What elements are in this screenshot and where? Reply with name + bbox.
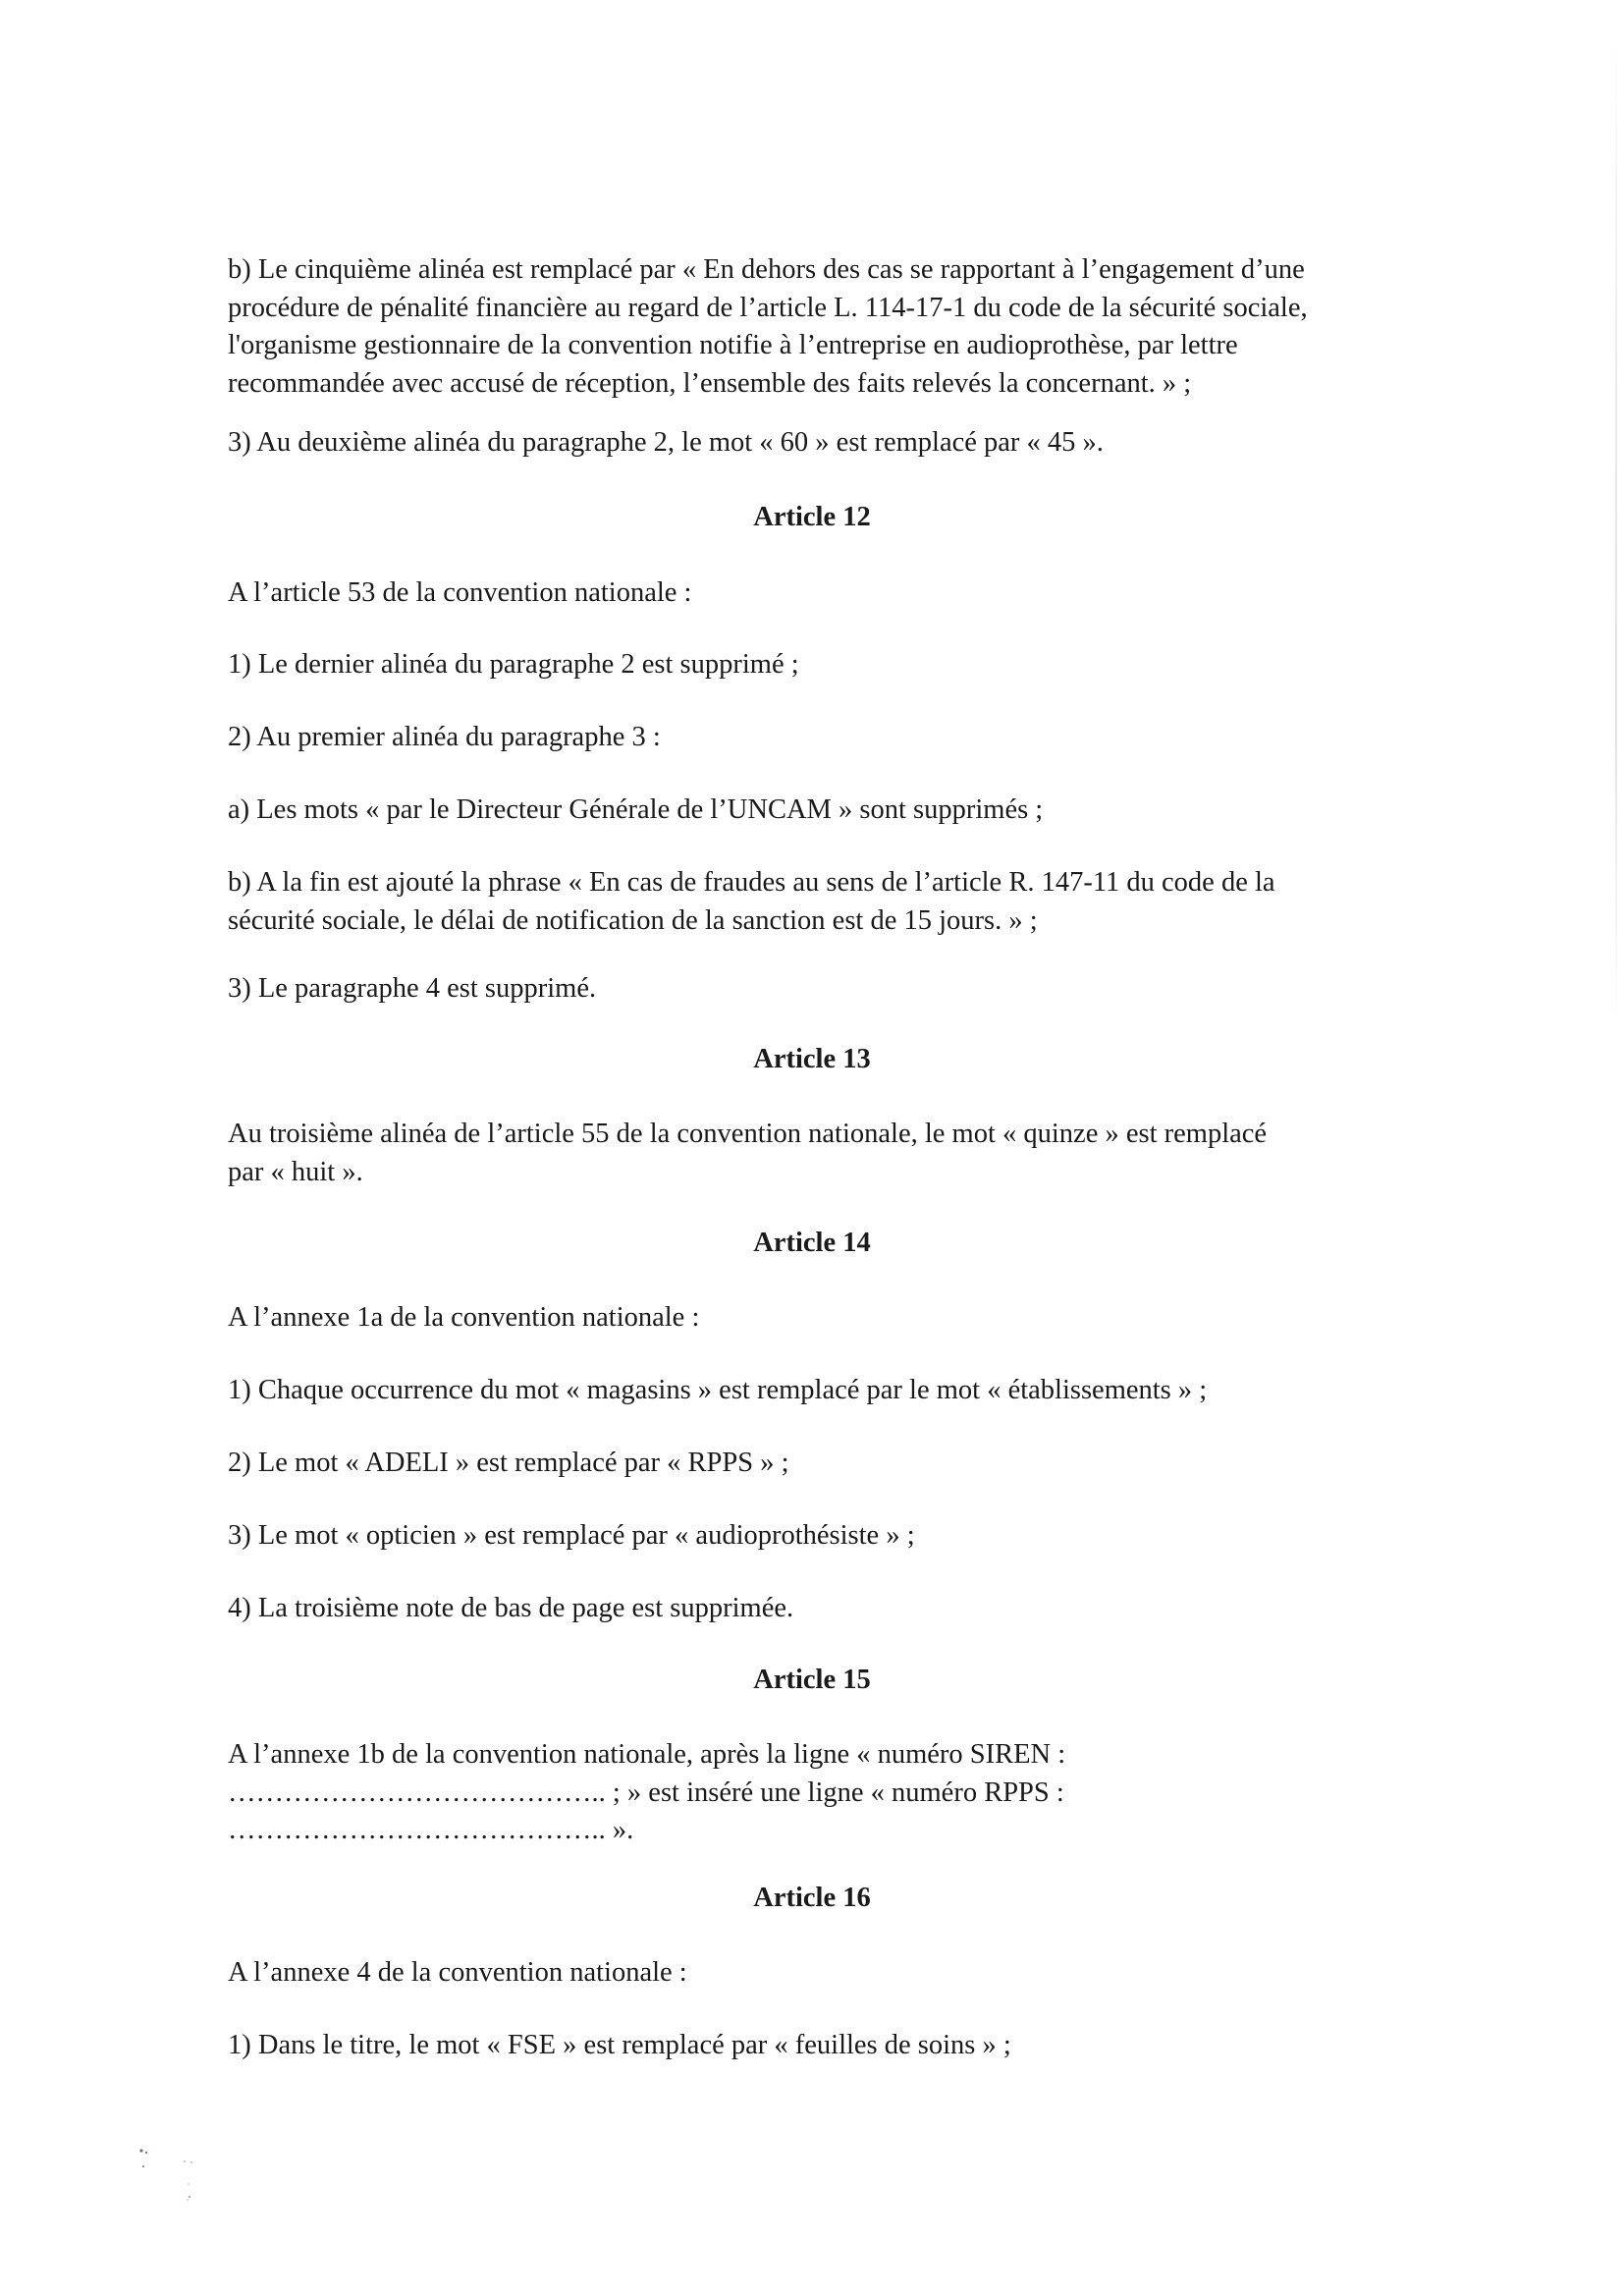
text-line: ………………………………….. ; » est inséré une ligne « numéro RPPS :: [228, 1777, 1064, 1808]
paragraph-article12-intro: [228, 574, 1386, 613]
paragraph-article15-body: [228, 1736, 1386, 1850]
article-13-heading: Article 13: [753, 1044, 871, 1074]
paragraph-article12-1: [228, 646, 1386, 684]
text-line: ………………………………….. ».: [228, 1815, 634, 1845]
paragraph-article16-intro: [228, 1954, 1386, 1993]
paragraph-article14-3: [228, 1517, 1386, 1556]
paragraph-article12-2b: [228, 864, 1386, 940]
article-12-heading: Article 12: [753, 502, 871, 532]
paragraph-article14-2: [228, 1445, 1386, 1483]
paragraph-article11-b: [228, 251, 1386, 403]
text-line: par « huit ».: [228, 1156, 363, 1187]
text-line: 1) Le dernier alinéa du paragraphe 2 est supprimé ;: [228, 649, 799, 680]
paragraph-article12-2a: [228, 792, 1386, 830]
text-line: recommandée avec accusé de réception, l’ensemble des faits relevés la concernant. » ;: [228, 367, 1192, 399]
article-14-heading: Article 14: [753, 1228, 871, 1258]
text-line: procédure de pénalité financière au regard de l’article L. 114-17-1 du code de la sécurité sociale,: [228, 292, 1308, 323]
paragraph-article14-1: [228, 1372, 1386, 1410]
paragraph-article12-2: [228, 719, 1386, 757]
text-line: 2) Le mot « ADELI » est remplacé par « RPPS » ;: [228, 1448, 789, 1478]
text-line: 2) Au premier alinéa du paragraphe 3 :: [228, 722, 661, 752]
text-line: 3) Le mot « opticien » est remplacé par « audioprothésiste » ;: [228, 1520, 915, 1551]
text-line: a) Les mots « par le Directeur Générale de l’UNCAM » sont supprimés ;: [228, 794, 1044, 825]
text-line: 1) Dans le titre, le mot « FSE » est remplacé par « feuilles de soins » ;: [228, 2030, 1011, 2060]
scan-specks: [137, 2141, 206, 2229]
text-line: 4) La troisième note de bas de page est supprimée.: [228, 1593, 794, 1623]
paragraph-article14-intro: [228, 1299, 1386, 1338]
text-line: sécurité sociale, le délai de notification de la sanction est de 15 jours. » ;: [228, 904, 1038, 936]
text-line: Au troisième alinéa de l’article 55 de la convention nationale, le mot « quinze » est remplacé: [228, 1119, 1268, 1149]
text-line: 3) Au deuxième alinéa du paragraphe 2, le mot « 60 » est remplacé par « 45 ».: [228, 427, 1104, 458]
text-line: A l’article 53 de la convention nationale :: [228, 577, 692, 608]
text-line: b) Le cinquième alinéa est remplacé par « En dehors des cas se rapportant à l’engagement d’une: [228, 254, 1305, 285]
article-16-heading: Article 16: [753, 1883, 871, 1913]
text-line: A l’annexe 1b de la convention nationale, après la ligne « numéro SIREN :: [228, 1739, 1066, 1770]
text-line: 1) Chaque occurrence du mot « magasins » est remplacé par le mot « établissements » ;: [228, 1375, 1208, 1405]
text-line: l'organisme gestionnaire de la convention notifie à l’entreprise en audioprothèse, par lettre: [228, 330, 1238, 360]
paragraph-article14-4: [228, 1590, 1386, 1628]
paragraph-article12-3: [228, 970, 1386, 1009]
text-line: 3) Le paragraphe 4 est supprimé.: [228, 973, 597, 1004]
paragraph-article11-3: [228, 424, 1386, 463]
scan-edge-shadow: [1615, 39, 1617, 1021]
article-15-heading: Article 15: [753, 1665, 871, 1695]
text-line: A l’annexe 4 de la convention nationale :: [228, 1957, 687, 1988]
text-line: A l’annexe 1a de la convention nationale :: [228, 1302, 700, 1333]
paragraph-article16-1: [228, 2027, 1386, 2065]
paragraph-article13-body: [228, 1116, 1386, 1191]
text-line: b) A la fin est ajouté la phrase « En cas de fraudes au sens de l’article R. 147-11 du code de la: [228, 867, 1275, 898]
